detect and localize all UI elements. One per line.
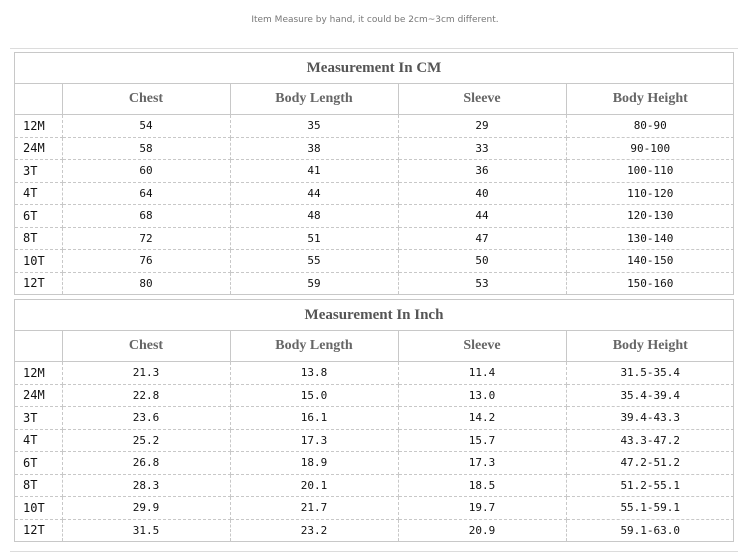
sleeve-cell: 17.3 [398, 452, 566, 475]
body-length-column-header: Body Length [230, 331, 398, 362]
body-height-cell: 150-160 [627, 276, 674, 290]
sleeve-cell: 29 [398, 115, 566, 138]
size-cell: 8T [15, 227, 62, 250]
chest-cell: 58 [62, 137, 230, 160]
chest-cell: 26.8 [62, 452, 230, 475]
size-cell: 12M [15, 115, 62, 138]
body-height-cell: 90-100 [566, 137, 734, 160]
body-height-cell: 80-90 [566, 115, 734, 138]
body-length-cell: 44 [230, 182, 398, 205]
chest-cell: 80 [62, 272, 230, 294]
sleeve-cell: 33 [398, 137, 566, 160]
table-row [15, 250, 734, 273]
sleeve-cell: 47 [398, 227, 566, 250]
size-cell: 3T [15, 160, 62, 183]
body-length-cell: 20.1 [230, 474, 398, 497]
size-cell: 4T [15, 429, 62, 452]
chest-column-header: Chest [62, 84, 230, 115]
divider [10, 551, 738, 552]
body-height-cell: 43.3-47.2 [566, 429, 734, 452]
size-cell: 10T [15, 497, 62, 520]
body-length-cell: 21.7 [230, 497, 398, 520]
size-cell: 8T [15, 474, 62, 497]
table-row [15, 429, 734, 452]
chest-cell: 29.9 [62, 497, 230, 520]
measurement-note: Item Measure by hand, it could be 2cm~3cm different. [251, 15, 499, 25]
body-length-cell: 59 [230, 272, 398, 294]
sleeve-cell: 50 [398, 250, 566, 273]
chest-cell: 22.8 [62, 384, 230, 407]
size-column-header [15, 331, 62, 362]
chest-cell: 31.5 [62, 519, 230, 541]
body-length-cell: 35 [230, 115, 398, 138]
sleeve-cell: 11.4 [398, 362, 566, 385]
body-height-cell: 130-140 [566, 227, 734, 250]
cm-table [15, 84, 734, 294]
body-length-cell: 48 [230, 205, 398, 228]
sleeve-cell: 20.9 [398, 519, 566, 541]
table-row [15, 137, 734, 160]
sleeve-cell: 36 [398, 160, 566, 183]
header-row [15, 331, 734, 362]
body-length-cell: 16.1 [230, 407, 398, 430]
table-row [15, 205, 734, 228]
body-height-cell: 59.1-63.0 [620, 523, 681, 537]
table-row [15, 452, 734, 475]
size-cell: 12T [15, 272, 62, 294]
body-height-column-header: Body Height [566, 84, 734, 115]
size-column-header [15, 84, 62, 115]
sleeve-cell: 53 [398, 272, 566, 294]
chest-cell: 21.3 [62, 362, 230, 385]
body-height-cell: 120-130 [566, 205, 734, 228]
chest-cell: 76 [62, 250, 230, 273]
table-row [15, 384, 734, 407]
sleeve-cell: 19.7 [398, 497, 566, 520]
cm-table-title: Measurement In CM [15, 53, 733, 84]
body-height-cell: 110-120 [566, 182, 734, 205]
body-height-cell: 55.1-59.1 [566, 497, 734, 520]
sleeve-cell: 40 [398, 182, 566, 205]
chest-cell: 25.2 [62, 429, 230, 452]
body-length-cell: 18.9 [230, 452, 398, 475]
size-chart [10, 48, 738, 546]
table-row [15, 182, 734, 205]
body-length-cell: 13.8 [230, 362, 398, 385]
chest-cell: 64 [62, 182, 230, 205]
size-cell: 12M [15, 362, 62, 385]
sleeve-cell: 18.5 [398, 474, 566, 497]
size-cell: 10T [15, 250, 62, 273]
table-row [15, 272, 734, 294]
chest-cell: 60 [62, 160, 230, 183]
table-row [15, 474, 734, 497]
table-row [15, 227, 734, 250]
sleeve-cell: 13.0 [398, 384, 566, 407]
inch-table-title: Measurement In Inch [15, 300, 733, 331]
body-length-column-header: Body Length [230, 84, 398, 115]
body-height-cell: 39.4-43.3 [566, 407, 734, 430]
sleeve-cell: 15.7 [398, 429, 566, 452]
table-row [15, 160, 734, 183]
body-height-cell: 100-110 [566, 160, 734, 183]
sleeve-cell: 14.2 [398, 407, 566, 430]
body-height-cell: 31.5-35.4 [566, 362, 734, 385]
chest-cell: 54 [62, 115, 230, 138]
chest-cell: 23.6 [62, 407, 230, 430]
body-length-cell: 23.2 [230, 519, 398, 541]
size-cell: 24M [15, 384, 62, 407]
inch-table-block [14, 299, 734, 542]
chest-cell: 72 [62, 227, 230, 250]
body-length-cell: 55 [230, 250, 398, 273]
size-cell: 3T [15, 407, 62, 430]
body-length-cell: 41 [230, 160, 398, 183]
sleeve-cell: 44 [398, 205, 566, 228]
body-height-cell: 47.2-51.2 [566, 452, 734, 475]
size-cell: 4T [15, 182, 62, 205]
table-row [15, 362, 734, 385]
body-length-cell: 15.0 [230, 384, 398, 407]
body-length-cell: 51 [230, 227, 398, 250]
table-row [15, 519, 734, 541]
sleeve-column-header: Sleeve [398, 331, 566, 362]
cm-table-block [14, 52, 734, 295]
body-length-cell: 38 [230, 137, 398, 160]
inch-table [15, 331, 734, 541]
sleeve-column-header: Sleeve [398, 84, 566, 115]
body-length-cell: 17.3 [230, 429, 398, 452]
table-row [15, 497, 734, 520]
body-height-cell: 35.4-39.4 [566, 384, 734, 407]
size-cell: 6T [15, 205, 62, 228]
header-row [15, 84, 734, 115]
body-height-column-header: Body Height [566, 331, 734, 362]
chest-column-header: Chest [62, 331, 230, 362]
size-cell: 24M [15, 137, 62, 160]
body-height-cell: 140-150 [566, 250, 734, 273]
chest-cell: 68 [62, 205, 230, 228]
size-cell: 12T [15, 519, 62, 541]
size-cell: 6T [15, 452, 62, 475]
body-height-cell: 51.2-55.1 [566, 474, 734, 497]
table-row [15, 115, 734, 138]
table-row [15, 407, 734, 430]
chest-cell: 28.3 [62, 474, 230, 497]
